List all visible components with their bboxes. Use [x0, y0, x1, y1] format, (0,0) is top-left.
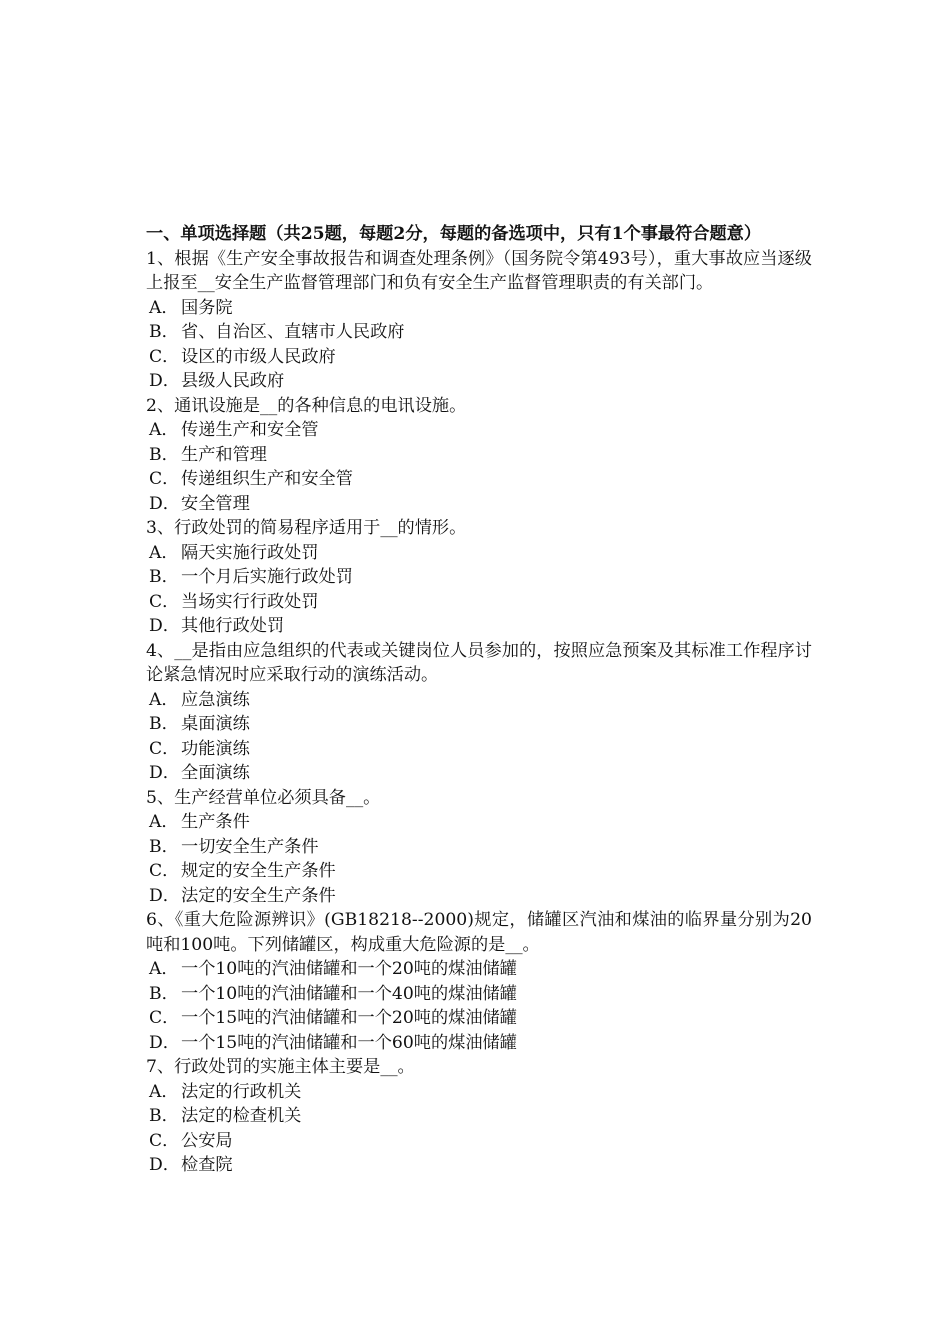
option-text: 一切安全生产条件: [181, 836, 319, 857]
option-item: [146, 590, 812, 615]
option-letter: D．: [149, 1155, 180, 1175]
question-stem: 2、通讯设施是__的各种信息的电讯设施。: [146, 395, 467, 416]
option-item: [146, 957, 812, 982]
question-stem: 7、行政处罚的实施主体主要是__。: [146, 1057, 415, 1077]
option-item: [146, 614, 812, 639]
option-item: [146, 565, 812, 590]
option-item: [146, 884, 812, 909]
option-text: 生产和管理: [181, 444, 267, 465]
question-5: [146, 786, 812, 909]
option-list: [146, 688, 812, 786]
option-item: [146, 1129, 812, 1154]
option-text: 一个15吨的汽油储罐和一个20吨的煤油储罐: [181, 1008, 517, 1028]
option-list: [146, 957, 812, 1055]
option-letter: A．: [149, 420, 179, 440]
option-text: 全面演练: [181, 763, 250, 783]
option-text: 当场实行行政处罚: [181, 591, 319, 612]
option-item: [146, 492, 812, 517]
option-text: 传递生产和安全管: [181, 420, 319, 440]
option-item: [146, 1080, 812, 1105]
option-letter: C．: [149, 346, 180, 367]
option-text: 一个10吨的汽油储罐和一个40吨的煤油储罐: [181, 983, 517, 1004]
option-letter: B．: [149, 983, 179, 1004]
option-item: [146, 443, 812, 468]
option-text: 设区的市级人民政府: [181, 346, 336, 367]
option-item: [146, 1153, 812, 1178]
option-letter: C．: [149, 469, 180, 489]
option-item: [146, 712, 812, 737]
section-title: 一、单项选择题（共25题，每题2分，每题的备选项中，只有1个事最符合题意）: [146, 224, 762, 244]
option-text: 国务院: [181, 297, 233, 318]
option-text: 一个15吨的汽油储罐和一个60吨的煤油储罐: [181, 1032, 517, 1053]
option-text: 法定的行政机关: [181, 1081, 302, 1102]
option-text: 安全管理: [181, 493, 250, 514]
option-letter: B．: [149, 322, 179, 342]
option-item: [146, 296, 812, 321]
option-item: [146, 1006, 812, 1031]
option-item: [146, 982, 812, 1007]
option-item: [146, 1104, 812, 1129]
option-list: [146, 810, 812, 908]
option-item: [146, 737, 812, 762]
option-item: [146, 467, 812, 492]
option-item: [146, 369, 812, 394]
option-item: [146, 810, 812, 835]
option-letter: D．: [149, 1032, 180, 1053]
question-stem: 5、生产经营单位必须具备__。: [146, 787, 381, 808]
question-stem: 1、根据《生产安全事故报告和调查处理条例》（国务院令第493号），重大事故应当逐级上报至__安全生产监督管理部门和负有安全生产监督管理职责的有关部门。: [146, 248, 812, 293]
option-text: 传递组织生产和安全管: [181, 469, 353, 489]
option-letter: A．: [149, 542, 179, 563]
option-text: 生产条件: [181, 812, 250, 832]
question-list: [146, 247, 812, 1178]
option-letter: C．: [149, 861, 180, 881]
option-letter: A．: [149, 689, 179, 710]
option-list: [146, 1080, 812, 1178]
option-item: [146, 541, 812, 566]
option-letter: D．: [149, 371, 180, 391]
option-item: [146, 835, 812, 860]
option-letter: D．: [149, 493, 180, 514]
option-item: [146, 345, 812, 370]
option-letter: B．: [149, 444, 179, 465]
option-letter: B．: [149, 714, 179, 734]
option-text: 一个10吨的汽油储罐和一个20吨的煤油储罐: [181, 959, 517, 979]
option-text: 县级人民政府: [181, 371, 285, 391]
question-1: [146, 247, 812, 394]
option-item: [146, 320, 812, 345]
option-letter: C．: [149, 1008, 180, 1028]
option-text: 其他行政处罚: [181, 616, 285, 636]
option-item: [146, 761, 812, 786]
option-text: 桌面演练: [181, 714, 250, 734]
option-letter: D．: [149, 763, 180, 783]
option-item: [146, 688, 812, 713]
question-stem: 4、__是指由应急组织的代表或关键岗位人员参加的，按照应急预案及其标准工作程序讨论紧急情况时应采取行动的演练活动。: [146, 640, 812, 685]
option-text: 功能演练: [181, 738, 250, 759]
option-letter: A．: [149, 1081, 179, 1102]
option-letter: C．: [149, 1130, 180, 1151]
document-page: [146, 222, 812, 1178]
option-letter: C．: [149, 738, 180, 759]
option-letter: A．: [149, 297, 179, 318]
option-text: 应急演练: [181, 689, 250, 710]
option-text: 检查院: [181, 1155, 233, 1175]
question-4: [146, 639, 812, 786]
question-stem: 3、行政处罚的简易程序适用于__的情形。: [146, 518, 467, 538]
option-text: 一个月后实施行政处罚: [181, 567, 353, 587]
option-letter: C．: [149, 591, 180, 612]
question-stem: 6、《重大危险源辨识》(GB18218--2000)规定，储罐区汽油和煤油的临界量分别为20吨和100吨。下列储罐区，构成重大危险源的是__。: [146, 910, 812, 955]
option-text: 规定的安全生产条件: [181, 861, 336, 881]
option-letter: D．: [149, 885, 180, 906]
option-text: 法定的检查机关: [181, 1106, 302, 1126]
question-2: [146, 394, 812, 517]
option-letter: B．: [149, 836, 179, 857]
option-item: [146, 418, 812, 443]
option-list: [146, 541, 812, 639]
option-text: 公安局: [181, 1130, 233, 1151]
question-6: [146, 908, 812, 1055]
option-list: [146, 296, 812, 394]
option-letter: A．: [149, 959, 179, 979]
option-letter: B．: [149, 1106, 179, 1126]
option-text: 省、自治区、直辖市人民政府: [181, 322, 405, 342]
option-item: [146, 859, 812, 884]
question-3: [146, 516, 812, 639]
option-letter: B．: [149, 567, 179, 587]
question-7: [146, 1055, 812, 1178]
option-text: 隔天实施行政处罚: [181, 542, 319, 563]
option-letter: A．: [149, 812, 179, 832]
option-letter: D．: [149, 616, 180, 636]
option-list: [146, 418, 812, 516]
option-text: 法定的安全生产条件: [181, 885, 336, 906]
option-item: [146, 1031, 812, 1056]
